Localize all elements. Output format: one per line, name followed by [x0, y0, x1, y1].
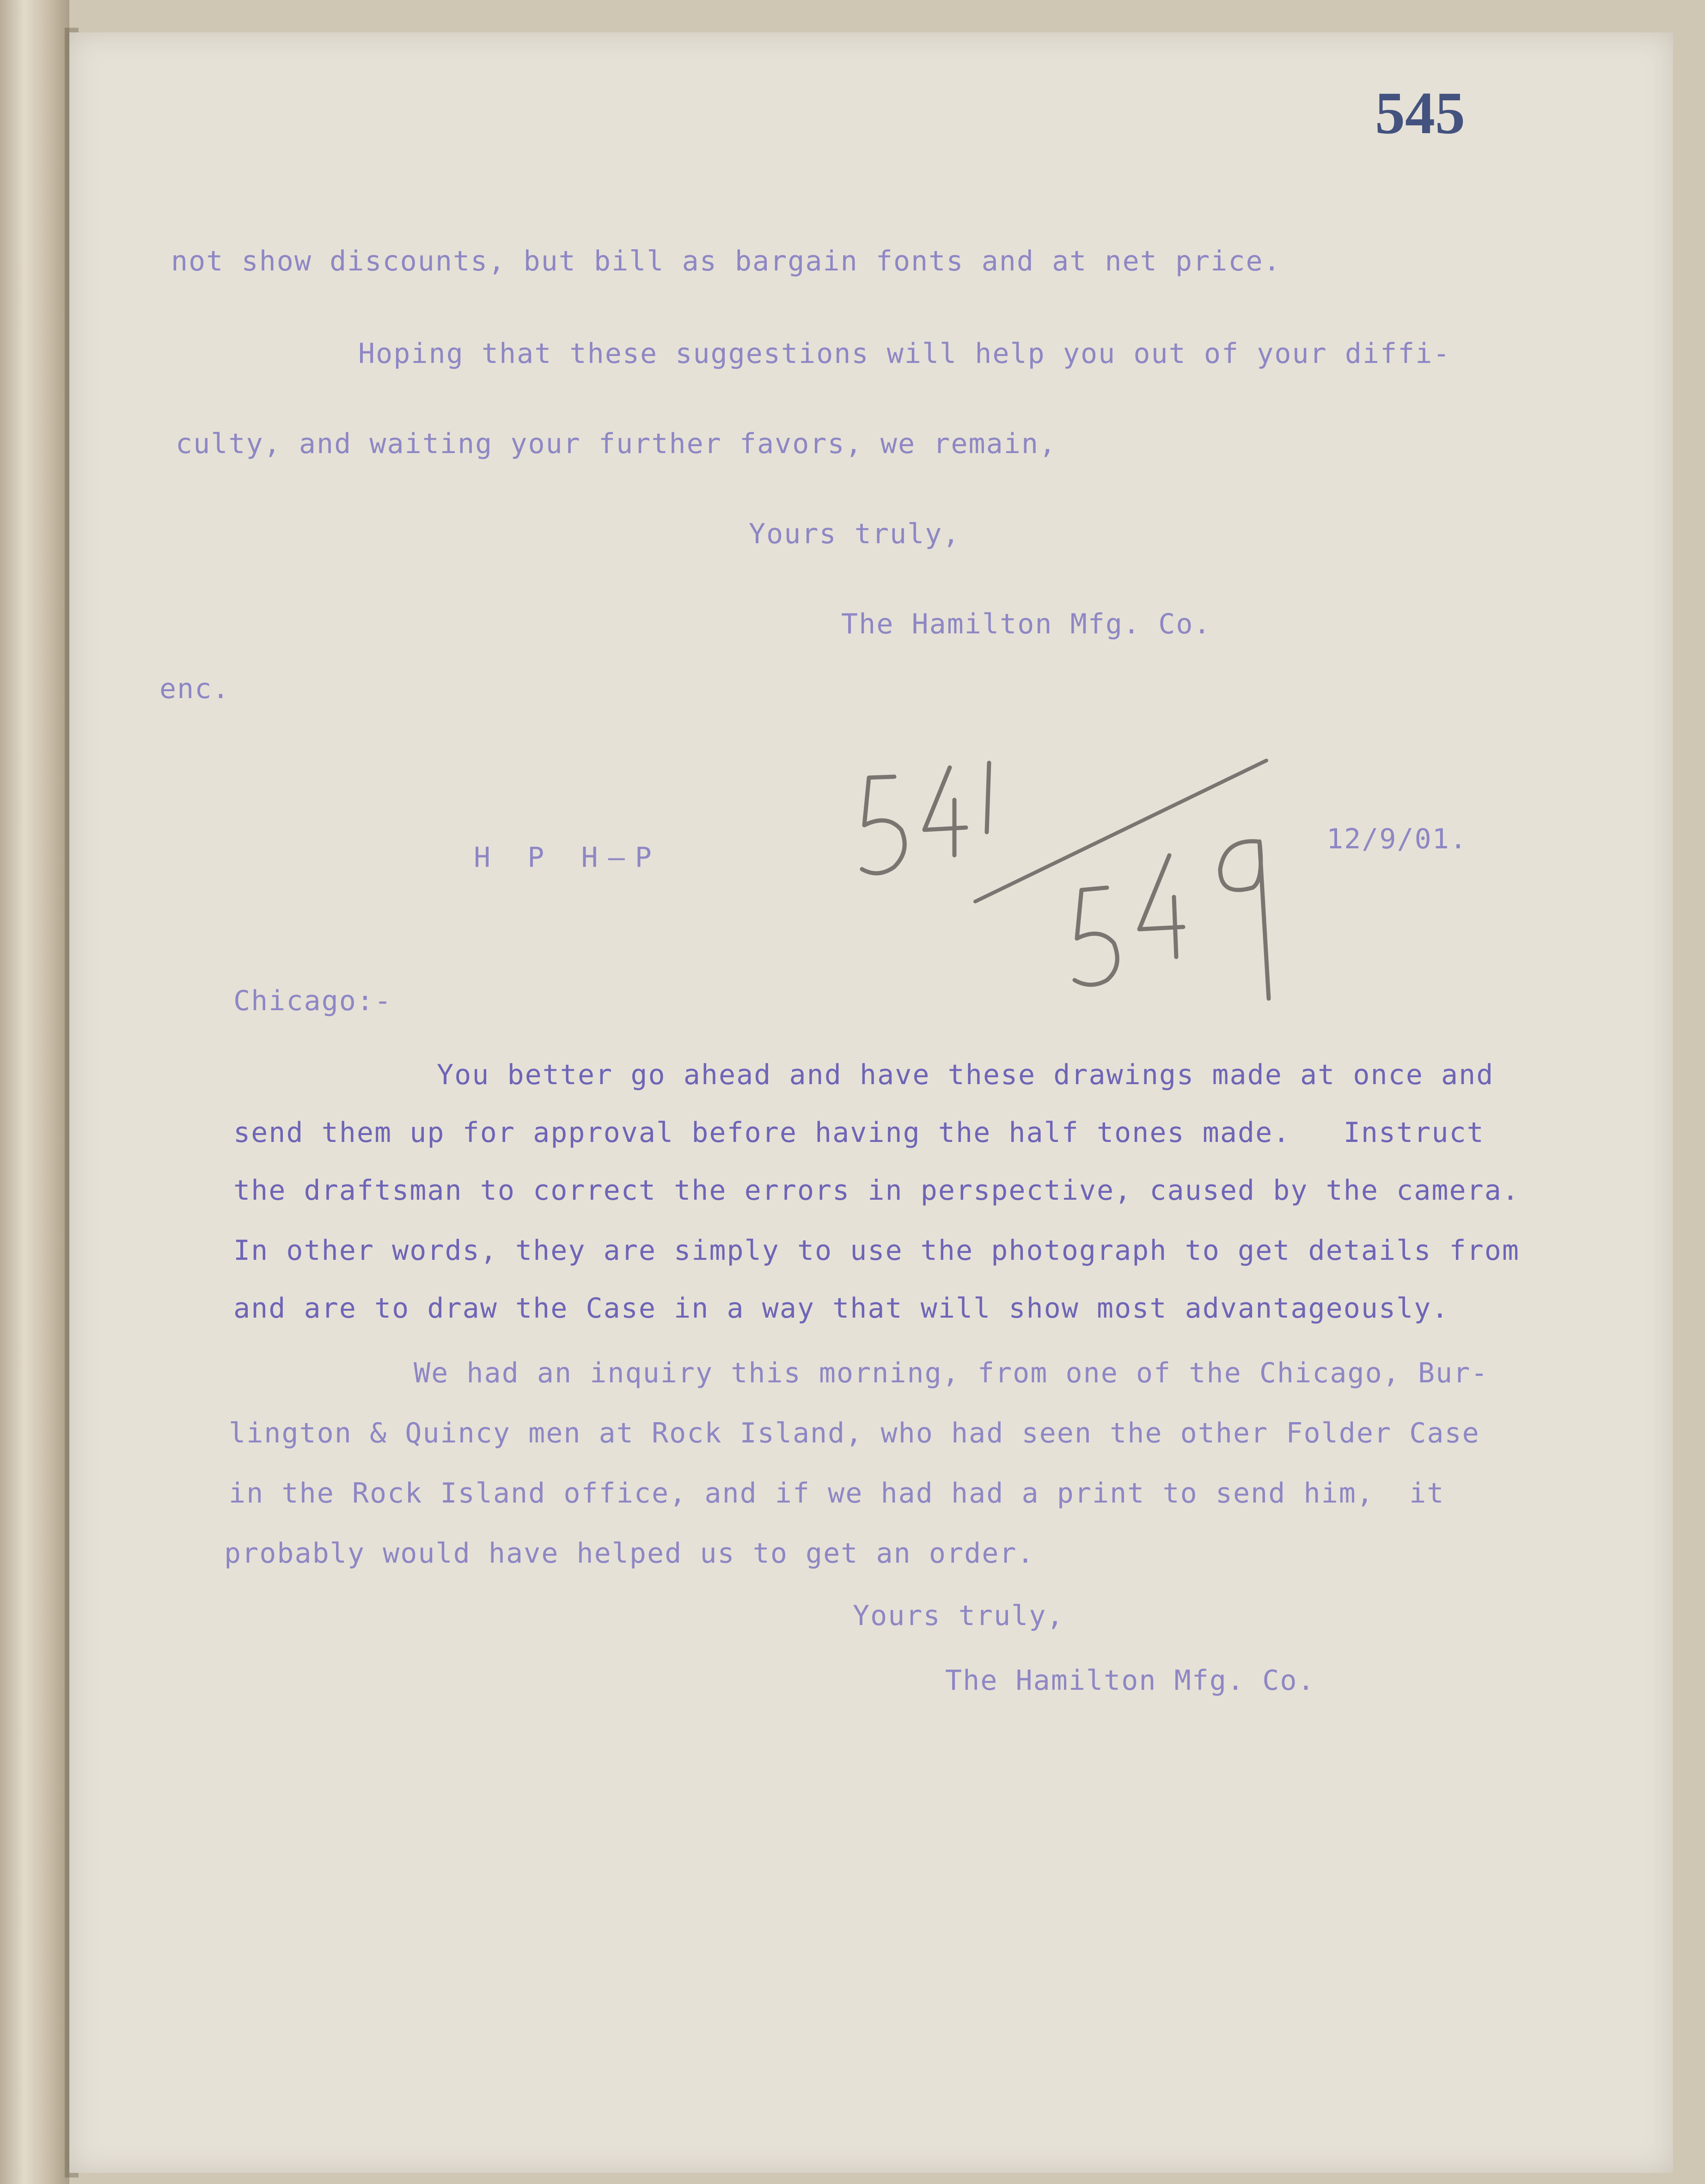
letter1-signature: The Hamilton Mfg. Co. — [841, 608, 1211, 640]
letter2-closing: Yours truly, — [853, 1600, 1064, 1632]
letter1-closing: Yours truly, — [749, 518, 960, 550]
letter2-reference: H P H—P — [474, 841, 662, 874]
handwritten-549 — [1075, 841, 1269, 999]
book-binding — [0, 0, 69, 2184]
letter2-p2-line-4: probably would have helped us to get an order. — [224, 1537, 1035, 1570]
letter1-line-3: culty, and waiting your further favors, we remain, — [176, 428, 1057, 460]
letter2-p2-line-1: We had an inquiry this morning, from one of the Chicago, Bur- — [414, 1357, 1489, 1389]
letter2-date: 12/9/01. — [1326, 823, 1467, 855]
letter2-p1-line-5: and are to draw the Case in a way that will show most advantageously. — [233, 1292, 1449, 1325]
letter2-signature: The Hamilton Mfg. Co. — [945, 1664, 1315, 1697]
letter2-salutation: Chicago:- — [233, 985, 392, 1017]
letter2-p1-line-3: the draftsman to correct the errors in perspective, caused by the camera. — [233, 1174, 1520, 1207]
letter2-p1-line-1: You better go ahead and have these drawings made at once and — [437, 1059, 1494, 1091]
letter2-p1-line-4: In other words, they are simply to use the photograph to get details from — [233, 1234, 1520, 1267]
handwritten-page-reference — [850, 749, 1359, 1082]
enclosure-note: enc. — [159, 673, 230, 705]
page-number: 545 — [1375, 80, 1465, 147]
letter2-p2-line-2: lington & Quincy men at Rock Island, who had seen the other Folder Case — [229, 1417, 1480, 1449]
letter1-line-1: not show discounts, but bill as bargain fonts and at net price. — [171, 245, 1281, 277]
letter1-line-2: Hoping that these suggestions will help you out of your diffi- — [358, 337, 1451, 370]
letter2-p2-line-3: in the Rock Island office, and if we had had a print to send him, it — [229, 1477, 1445, 1509]
handwritten-541 — [862, 763, 989, 873]
letter2-p1-line-2: send them up for approval before having the half tones made. Instruct — [233, 1117, 1485, 1149]
